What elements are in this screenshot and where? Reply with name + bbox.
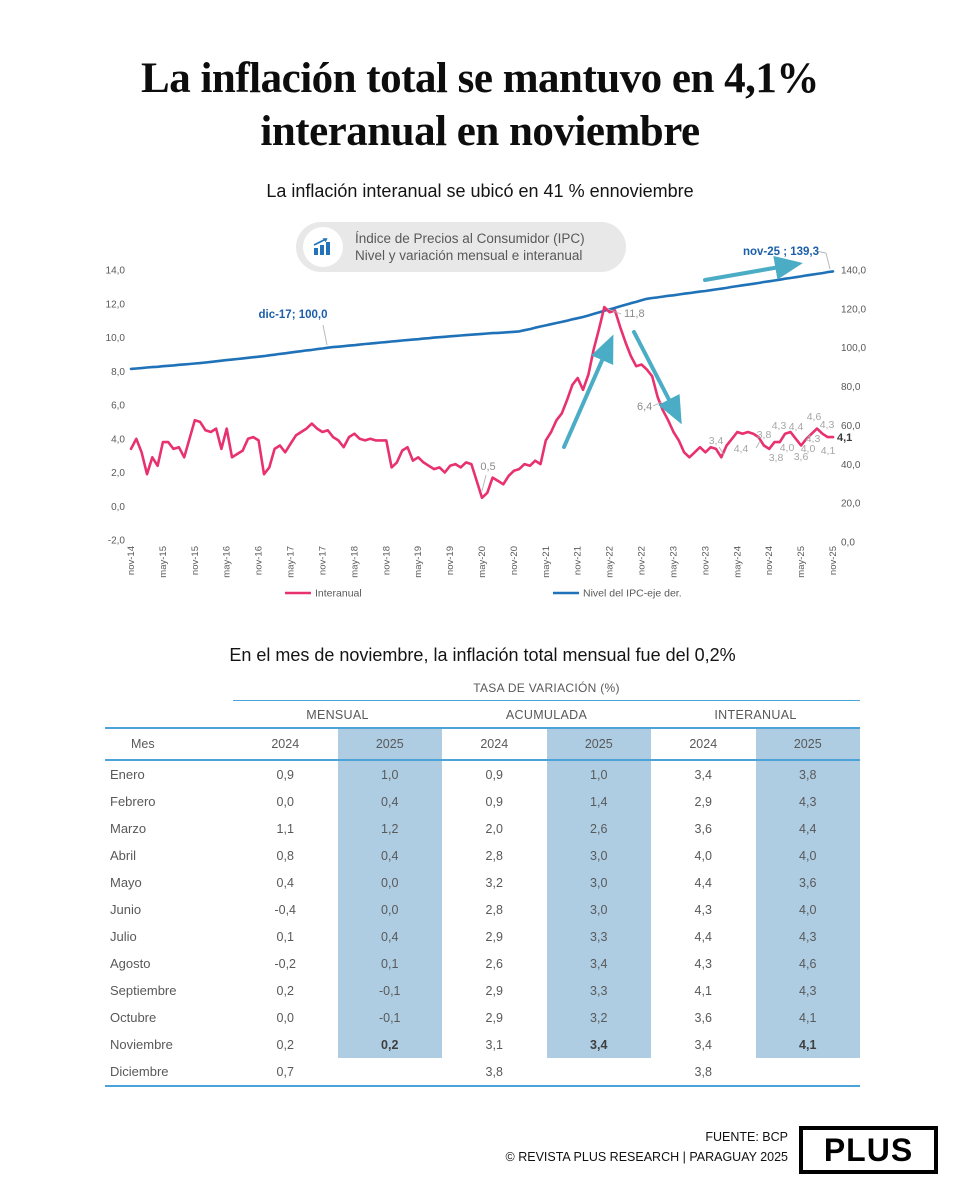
value-cell: 4,3 xyxy=(756,923,861,950)
value-cell: 0,1 xyxy=(276,929,294,944)
annotation: 4,0 xyxy=(779,442,795,454)
group-header-interanual: INTERANUAL xyxy=(714,708,797,722)
col-header-2024-mensual: 2024 xyxy=(233,728,338,760)
value-cell: 4,0 xyxy=(694,848,712,863)
group-header-mensual: MENSUAL xyxy=(306,708,369,722)
month-cell: Febrero xyxy=(110,794,156,809)
right-axis-tick: 60,0 xyxy=(841,420,861,432)
value-cell: 0,0 xyxy=(338,896,443,923)
annotation: 4,4 xyxy=(733,443,749,455)
x-axis-tick: nov-18 xyxy=(381,546,393,576)
value-cell: -0,2 xyxy=(274,956,297,971)
left-axis-tick: 12,0 xyxy=(105,299,125,311)
value-cell: 2,6 xyxy=(547,815,652,842)
value-cell: 0,0 xyxy=(338,869,443,896)
annotation: 4,3 xyxy=(771,420,787,432)
value-cell: 1,0 xyxy=(547,760,652,788)
leader-line xyxy=(482,475,486,491)
badge-subtitle: Nivel y variación mensual e interanual xyxy=(355,248,583,263)
col-header-2025-interanual: 2025 xyxy=(756,728,861,760)
value-cell: 0,4 xyxy=(338,788,443,815)
group-header-acumulada: ACUMULADA xyxy=(505,708,588,722)
x-axis-tick: nov-20 xyxy=(508,546,520,576)
legend-label: Interanual xyxy=(315,587,362,600)
left-axis-tick: -2,0 xyxy=(107,535,125,547)
series-nivel-del-ipc-eje-der- xyxy=(131,271,833,369)
table-row xyxy=(105,815,860,842)
month-cell: Octubre xyxy=(110,1010,157,1025)
value-cell: 1,1 xyxy=(276,821,294,836)
value-cell: -0,1 xyxy=(338,977,443,1004)
month-cell: Noviembre xyxy=(110,1037,173,1052)
table-row xyxy=(105,896,860,923)
value-cell: 0,0 xyxy=(276,1010,294,1025)
value-cell: 3,0 xyxy=(547,869,652,896)
table-row xyxy=(105,923,860,950)
annotation: 3,8 xyxy=(756,429,772,441)
left-axis-tick: 8,0 xyxy=(111,366,125,378)
month-cell: Mayo xyxy=(110,875,142,890)
value-cell: 0,9 xyxy=(276,767,294,782)
table-row xyxy=(105,869,860,896)
table-group-headers xyxy=(233,701,860,727)
chart-header-badge xyxy=(296,222,626,272)
annotation: 3,8 xyxy=(768,452,784,464)
value-cell: 3,4 xyxy=(694,1037,712,1052)
value-cell: 0,1 xyxy=(338,950,443,977)
x-axis-tick: nov-24 xyxy=(764,546,776,576)
plus-logo: PLUS xyxy=(799,1126,938,1174)
annotation: dic-17; 100,0 xyxy=(258,309,328,321)
x-axis-tick: may-23 xyxy=(668,546,680,578)
table-header-row xyxy=(105,728,860,760)
table-row xyxy=(105,760,860,788)
value-cell: 2,9 xyxy=(485,1010,503,1025)
table-row xyxy=(105,950,860,977)
value-cell: 3,6 xyxy=(756,869,861,896)
value-cell: 3,2 xyxy=(485,875,503,890)
right-axis-tick: 80,0 xyxy=(841,382,861,394)
table-row xyxy=(105,1031,860,1058)
right-axis-tick: 20,0 xyxy=(841,498,861,510)
month-cell: Junio xyxy=(110,902,142,917)
value-cell: 4,6 xyxy=(756,950,861,977)
x-axis-tick: nov-14 xyxy=(126,546,137,576)
value-cell: 3,4 xyxy=(694,767,712,782)
variation-table-section xyxy=(105,645,860,1087)
x-axis-tick: nov-15 xyxy=(189,546,201,576)
footer-credit: © REVISTA PLUS RESEARCH | PARAGUAY 2025 xyxy=(505,1150,788,1164)
annotation: 3,4 xyxy=(708,435,724,447)
month-cell: Septiembre xyxy=(110,983,177,998)
value-cell: 4,0 xyxy=(756,896,861,923)
value-cell: 3,3 xyxy=(547,977,652,1004)
footer-credits xyxy=(506,1127,788,1167)
value-cell: 4,3 xyxy=(694,902,712,917)
value-cell: 4,1 xyxy=(756,1031,861,1058)
x-axis-tick: may-22 xyxy=(604,546,616,578)
value-cell: 3,3 xyxy=(547,923,652,950)
x-axis-tick: may-24 xyxy=(732,546,744,578)
value-cell: 3,6 xyxy=(694,821,712,836)
value-cell: 3,0 xyxy=(547,896,652,923)
value-cell: 4,4 xyxy=(694,875,712,890)
value-cell: 3,6 xyxy=(694,1010,712,1025)
x-axis-tick: nov-19 xyxy=(445,546,457,576)
annotation: 4,1 xyxy=(820,445,836,457)
x-axis-tick: nov-16 xyxy=(253,546,265,576)
page-title-line2: interanual en noviembre xyxy=(260,108,700,155)
month-cell: Julio xyxy=(110,929,137,944)
value-cell: 3,8 xyxy=(442,1058,547,1086)
value-cell: 2,8 xyxy=(485,902,503,917)
trend-arrows xyxy=(564,264,797,447)
value-cell: 4,1 xyxy=(756,1004,861,1031)
value-cell: 4,4 xyxy=(694,929,712,944)
value-cell: 2,0 xyxy=(485,821,503,836)
annotation: 4,1 xyxy=(837,432,853,444)
value-cell: 0,4 xyxy=(338,842,443,869)
bar-chart-icon xyxy=(303,227,343,267)
table-caption: En el mes de noviembre, la inflación total mensual fue del 0,2% xyxy=(229,645,736,665)
annotation: 4,0 xyxy=(800,443,816,455)
footer-source: FUENTE: BCP xyxy=(705,1130,788,1144)
left-axis-tick: 2,0 xyxy=(111,468,125,479)
month-cell: Agosto xyxy=(110,956,151,971)
value-cell: 0,2 xyxy=(276,983,294,998)
leader-line xyxy=(756,441,760,448)
x-axis-tick: may-17 xyxy=(285,546,297,578)
trend-arrow xyxy=(705,264,797,280)
col-header-mes: Mes xyxy=(105,728,233,760)
value-cell: 2,9 xyxy=(694,794,712,809)
left-axis-tick: 0,0 xyxy=(111,501,125,513)
x-axis-tick: may-19 xyxy=(413,546,425,578)
value-cell: 3,4 xyxy=(547,1031,652,1058)
trend-arrow xyxy=(564,340,611,447)
value-cell: 4,4 xyxy=(756,815,861,842)
annotation: 11,8 xyxy=(624,308,645,320)
left-axis-tick: 10,0 xyxy=(105,333,125,344)
annotation: nov-25 ; 139,3 xyxy=(742,246,820,258)
x-axis-tick: may-18 xyxy=(349,546,361,578)
value-cell: 4,3 xyxy=(756,788,861,815)
x-axis-tick: nov-17 xyxy=(317,546,329,576)
page-title-line1: La inflación total se mantuvo en 4,1% xyxy=(141,55,819,102)
month-cell: Diciembre xyxy=(105,1058,233,1086)
value-cell: 1,4 xyxy=(547,788,652,815)
subtitle: La inflación interanual se ubicó en 41 % ennoviembre xyxy=(266,181,694,201)
value-cell: 0,0 xyxy=(276,794,294,809)
value-cell: 4,1 xyxy=(694,983,712,998)
value-cell: 3,0 xyxy=(547,842,652,869)
value-cell xyxy=(547,1058,652,1086)
table-row xyxy=(105,977,860,1004)
right-axis-tick: 120,0 xyxy=(841,304,867,316)
value-cell: 2,6 xyxy=(485,956,503,971)
value-cell: 3,1 xyxy=(485,1037,503,1052)
value-cell: 3,2 xyxy=(547,1004,652,1031)
value-cell: 0,9 xyxy=(485,767,503,782)
x-axis-tick: may-21 xyxy=(540,546,552,578)
value-cell: 4,0 xyxy=(756,842,861,869)
month-cell: Abril xyxy=(110,848,137,863)
col-header-2024-acumulada: 2024 xyxy=(442,728,547,760)
badge-title: Índice de Precios al Consumidor (IPC) xyxy=(355,231,585,246)
x-axis-tick: nov-25 xyxy=(828,546,839,576)
value-cell: 2,9 xyxy=(485,983,503,998)
ipc-chart xyxy=(75,230,885,605)
right-axis-tick: 0,0 xyxy=(841,537,855,549)
table-row xyxy=(105,788,860,815)
badge-text xyxy=(355,230,585,264)
x-axis-tick: may-20 xyxy=(477,546,488,578)
left-axis-tick: 4,0 xyxy=(111,434,125,446)
col-header-2025-acumulada: 2025 xyxy=(547,728,652,760)
value-cell: 0,4 xyxy=(276,875,294,890)
annotation: 4,4 xyxy=(788,421,804,433)
axis-labels xyxy=(106,266,867,578)
value-cell: 0,9 xyxy=(485,794,503,809)
table-row xyxy=(105,1058,860,1086)
value-cell: 2,9 xyxy=(485,929,503,944)
value-cell: 1,2 xyxy=(338,815,443,842)
leader-line xyxy=(323,325,327,345)
annotation: 6,4 xyxy=(637,401,653,413)
value-cell xyxy=(756,1058,861,1086)
value-cell: 0,4 xyxy=(338,923,443,950)
table-supertitle: TASA DE VARIACIÓN (%) xyxy=(233,681,860,701)
value-cell: 0,2 xyxy=(338,1031,443,1058)
value-cell: 0,2 xyxy=(276,1037,294,1052)
legend-label: Nivel del IPC-eje der. xyxy=(583,587,682,600)
col-header-2024-interanual: 2024 xyxy=(651,728,756,760)
value-cell: 4,3 xyxy=(694,956,712,971)
x-axis-tick: nov-21 xyxy=(572,546,584,576)
value-cell xyxy=(338,1058,443,1086)
data-table xyxy=(105,727,860,1087)
value-cell: 3,8 xyxy=(651,1058,756,1086)
value-cell: 0,7 xyxy=(233,1058,338,1086)
value-cell: 3,8 xyxy=(756,760,861,788)
annotation: 3,6 xyxy=(793,451,809,463)
x-axis-tick: may-25 xyxy=(796,546,808,578)
annotation: 4,3 xyxy=(819,419,835,431)
value-cell: 4,3 xyxy=(756,977,861,1004)
value-cell: -0,4 xyxy=(274,902,297,917)
x-axis-tick: nov-23 xyxy=(700,546,712,576)
table-row xyxy=(105,1004,860,1031)
value-cell: 1,0 xyxy=(338,760,443,788)
x-axis-tick: may-16 xyxy=(221,546,233,578)
right-axis-tick: 40,0 xyxy=(841,459,861,471)
left-axis-tick: 14,0 xyxy=(105,265,125,277)
value-cell: 2,8 xyxy=(485,848,503,863)
x-axis-tick: nov-22 xyxy=(636,546,648,576)
chart-legend xyxy=(285,588,682,600)
x-axis-tick: may-15 xyxy=(157,546,169,578)
page-title xyxy=(0,52,960,158)
value-cell: 0,8 xyxy=(276,848,294,863)
annotation: 4,6 xyxy=(806,411,822,423)
left-axis-tick: 6,0 xyxy=(111,400,125,412)
value-cell: -0,1 xyxy=(338,1004,443,1031)
table-row xyxy=(105,842,860,869)
value-cell: 3,4 xyxy=(547,950,652,977)
ipc-chart-section xyxy=(75,230,885,605)
col-header-2025-mensual: 2025 xyxy=(338,728,443,760)
month-cell: Marzo xyxy=(110,821,147,836)
month-cell: Enero xyxy=(110,767,145,782)
annotation: 4,3 xyxy=(805,433,821,445)
annotation: 0,5 xyxy=(480,461,496,473)
right-axis-tick: 140,0 xyxy=(841,265,867,277)
right-axis-tick: 100,0 xyxy=(841,343,867,355)
